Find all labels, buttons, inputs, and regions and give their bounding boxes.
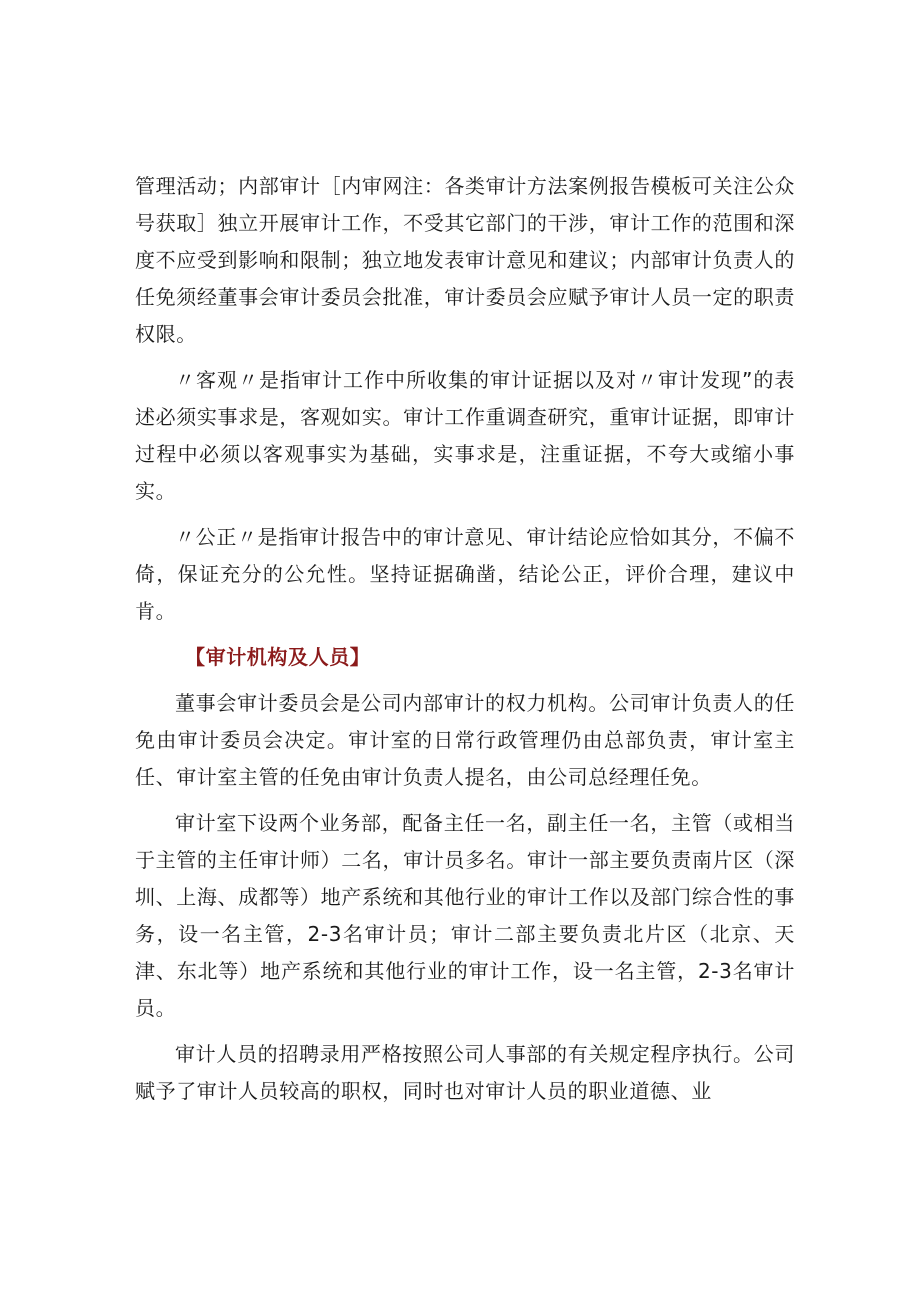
paragraph-departments: 审计室下设两个业务部，配备主任一名，副主任一名，主管（或相当于主管的主任审计师）二名，审计员多名。审计一部主要负责南片区（深圳、上海、成都等）地产系统和其他行业的审计工作以及部门综合性的事务，设一名主管，2-3名审计员；审计二部主要负责北片区（北京、天津、东北等）地产系统和其他行业的审计工作，设一名主管，2-3名审计员。 [135,811,795,1020]
paragraph-impartiality: 〃公正〃是指审计报告中的审计意见、审计结论应恰如其分，不偏不倚，保证充分的公允性。坚持证据确凿，结论公正，评价合理，建议中肯。 [135,525,795,623]
paragraph-objectivity: 〃客观〃是指审计工作中所收集的审计证据以及对〃审计发现”的表述必须实事求是，客观如实。审计工作重调查研究，重审计证据，即审计过程中必须以客观事实为基础，实事求是，注重证据，不夸大或缩小事实。 [135,368,795,503]
section-heading: 【审计机构及人员】 [185,645,371,669]
document-body [135,168,795,1119]
paragraph-audit-committee: 董事会审计委员会是公司内部审计的权力机构。公司审计负责人的任免由审计委员会决定。审计室的日常行政管理仍由总部负责，审计室主任、审计室主管的任免由审计负责人提名，由公司总经理任免。 [135,691,795,789]
paragraph-recruitment: 审计人员的招聘录用严格按照公司人事部的有关规定程序执行。公司赋予了审计人员较高的职权，同时也对审计人员的职业道德、业 [135,1042,795,1103]
paragraph-independence-continued: 管理活动；内部审计［内审网注：各类审计方法案例报告模板可关注公众号获取］独立开展审计工作，不受其它部门的干涉，审计工作的范围和深度不应受到影响和限制；独立地发表审计意见和建议；内部审计负责人的任免须经董事会审计委员会批准，审计委员会应赋予审计人员一定的职责权限。 [135,174,795,346]
